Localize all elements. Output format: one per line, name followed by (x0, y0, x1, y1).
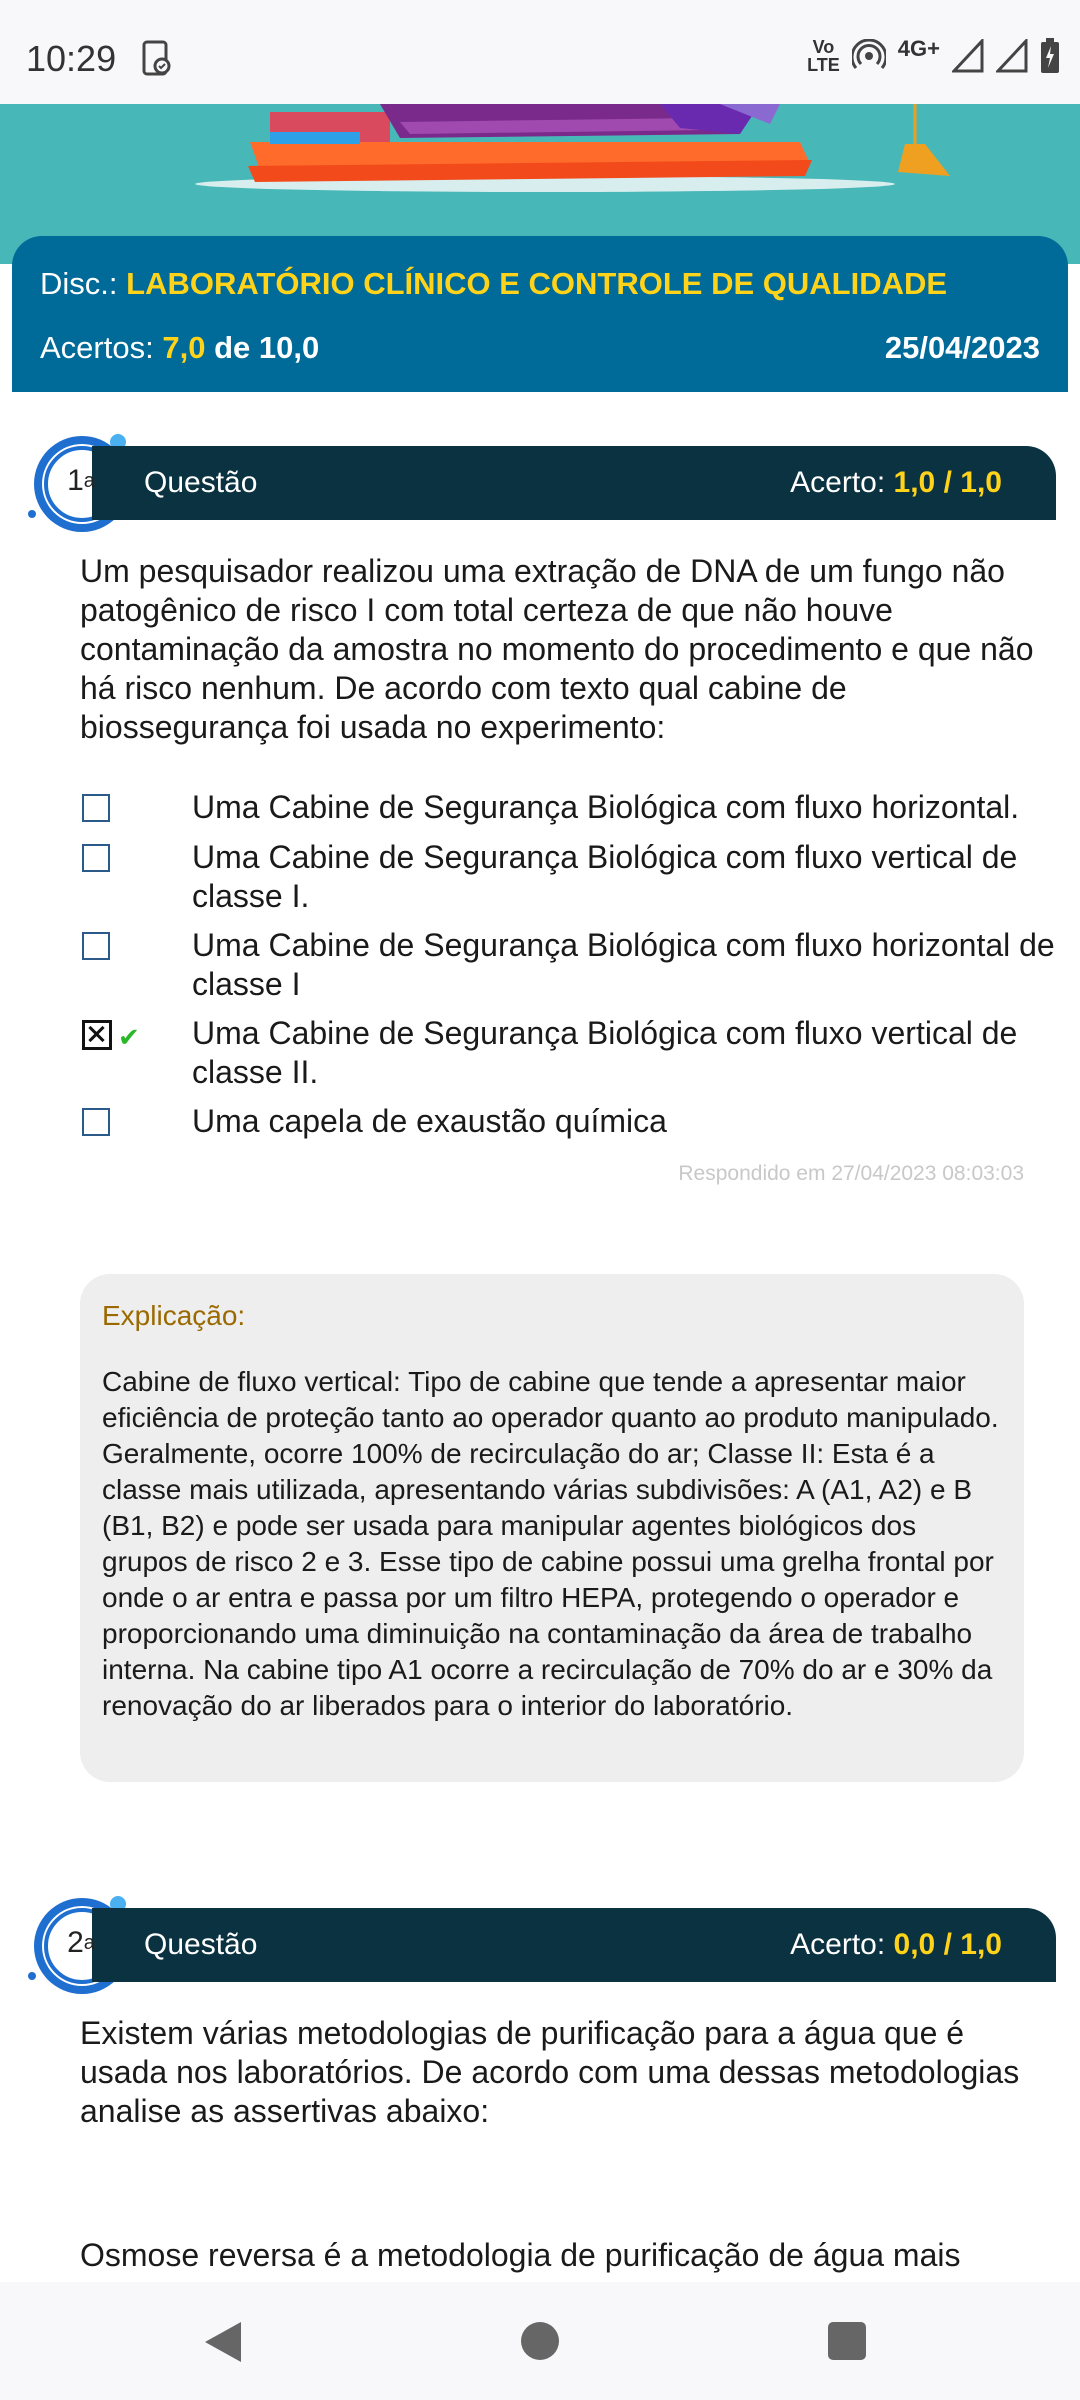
option-checkbox[interactable] (82, 932, 110, 960)
question-number-badge (22, 422, 140, 540)
explanation-text: Cabine de fluxo vertical: Tipo de cabine que tende a apresentar maior eficiência de proteção tanto ao operador quanto ao produto manipulado. Geralmente, ocorre 100% de recirculação do ar; Classe II: Esta é a classe mais utilizada, apresentando várias subdivisões: A (A1, A2) e B (B1, B2) e pode ser usada para manipular agentes biológicos dos grupos de risco 2 e 3. Esse tipo de cabine possui uma grelha frontal por onde o ar entra e passa por um filtro HEPA, protegendo o operador e proporcionando uma diminuição na contaminação da área de trabalho interna. Na cabine tipo A1 ocorre a recirculação de 70% do ar e 30% da renovação do ar liberados para o interior do laboratório. (102, 1366, 999, 1721)
volte-icon: Vo LTE (807, 37, 840, 75)
option-checkbox[interactable] (82, 844, 110, 872)
question-2-text: Existem várias metodologias de purificação para a água que é usada nos laboratórios. De acordo com uma dessas metodologias analise as assertivas abaixo: (80, 2015, 1020, 2129)
question-1-bar (92, 446, 1056, 520)
home-icon[interactable] (521, 2322, 559, 2360)
score-max: 1,0 (960, 1928, 1002, 1961)
acertos-total: de 10,0 (214, 330, 320, 365)
option-text: Uma capela de exaustão química (192, 1103, 667, 1139)
score-prefix: Acerto: (790, 1928, 886, 1961)
answered-timestamp: Respondido em 27/04/2023 08:03:03 (678, 1162, 1024, 1185)
battery-icon (1040, 38, 1060, 74)
option-text: Uma Cabine de Segurança Biológica com fluxo horizontal de classe I (192, 927, 1055, 1002)
status-bar (0, 0, 1080, 104)
question-2-bar (92, 1908, 1056, 1982)
question-number-sup: a (83, 1931, 95, 1954)
question-1-text: Um pesquisador realizou uma extração de DNA de um fungo não patogênico de risco I com total certeza de que não houve contaminação da amostra no momento do procedimento e que não há risco nenhum. De acordo com texto qual cabine de biossegurança foi usada no experimento: (80, 553, 1034, 745)
signal-icon-2 (996, 39, 1028, 73)
option-text: Uma Cabine de Segurança Biológica com fluxo horizontal. (192, 789, 1020, 825)
score-separator: / (943, 466, 952, 499)
score-separator: / (943, 1928, 952, 1961)
discipline-header (12, 236, 1068, 392)
back-icon[interactable] (205, 2322, 241, 2362)
discipline-line (40, 266, 947, 302)
network-type: 4G+ (897, 36, 940, 61)
screenshot-icon (140, 40, 174, 78)
hotspot-icon (852, 39, 886, 73)
discipline-name: LABORATÓRIO CLÍNICO E CONTROLE DE QUALIDADE (126, 266, 948, 301)
score-value: 1,0 (893, 466, 936, 499)
navigation-bar (0, 2282, 1080, 2400)
score-value: 0,0 (893, 1928, 936, 1961)
option-text: Uma Cabine de Segurança Biológica com fluxo vertical de classe II. (192, 1015, 1018, 1090)
option-checkbox-checked[interactable] (82, 1020, 112, 1050)
question-number: 1 (67, 464, 84, 497)
question-number: 2 (67, 1926, 84, 1959)
option-text: Uma Cabine de Segurança Biológica com fluxo vertical de classe I. (192, 839, 1018, 914)
question-number-sup: a (83, 469, 95, 492)
explanation-box (80, 1274, 1024, 1782)
status-time: 10:29 (26, 38, 117, 79)
option-checkbox[interactable] (82, 1108, 110, 1136)
question-2-assertion: Osmose reversa é a metodologia de purificação de água mais (80, 2237, 961, 2273)
acertos-prefix: Acertos: (40, 330, 154, 365)
question-score (790, 1928, 1002, 1962)
explanation-title: Explicação: (102, 1300, 246, 1331)
score-max: 1,0 (960, 466, 1002, 499)
questions-content (12, 392, 1068, 2282)
option-checkbox[interactable] (82, 794, 110, 822)
recent-apps-icon[interactable] (828, 2322, 866, 2360)
question-label: Questão (144, 1928, 258, 1961)
acertos-value: 7,0 (162, 330, 206, 365)
question-number-badge (22, 1884, 140, 2002)
question-score (790, 466, 1002, 500)
correct-check-icon: ✔ (118, 1022, 140, 1052)
discipline-prefix: Disc.: (40, 266, 118, 301)
question-label: Questão (144, 466, 258, 499)
acertos-line (40, 330, 319, 366)
signal-icon (952, 39, 984, 73)
score-prefix: Acerto: (790, 466, 886, 499)
exam-date: 25/04/2023 (884, 330, 1040, 365)
